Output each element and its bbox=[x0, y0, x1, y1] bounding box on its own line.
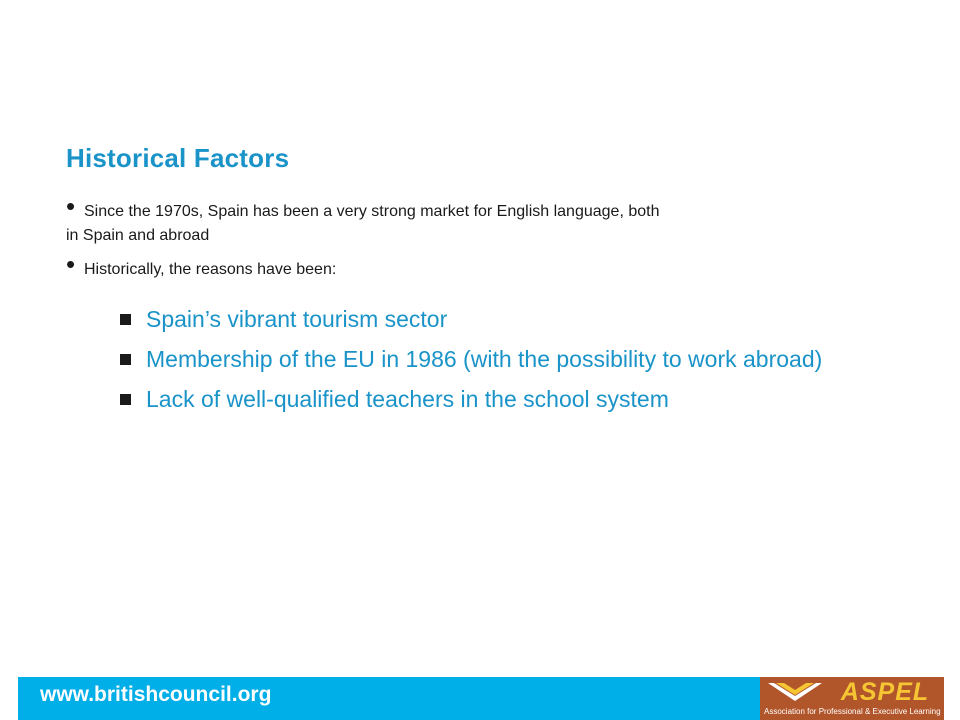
bullet-paragraph bbox=[66, 249, 866, 287]
bullet-text-continued: in Spain and abroad bbox=[66, 227, 210, 244]
bullet-text: Since the 1970s, Spain has been a very strong market for English language, both bbox=[84, 203, 660, 220]
aspel-chevron-logo-icon bbox=[766, 681, 824, 705]
reasons-list bbox=[118, 303, 838, 423]
logo-tagline: Association for Professional & Executive Learning bbox=[764, 707, 941, 716]
reason-text: Lack of well-qualified teachers in the school system bbox=[146, 386, 669, 412]
bullet-paragraph bbox=[66, 191, 866, 229]
footer-url-link[interactable]: www.britishcouncil.org bbox=[40, 683, 272, 706]
bullet-dot: • bbox=[66, 191, 76, 221]
logo-name: ASPEL bbox=[840, 678, 930, 706]
reason-item bbox=[118, 383, 838, 415]
reason-text: Spain’s vibrant tourism sector bbox=[146, 306, 448, 332]
reason-item bbox=[118, 303, 838, 335]
intro-text bbox=[66, 191, 866, 287]
square-bullet-icon bbox=[120, 394, 131, 405]
square-bullet-icon bbox=[120, 314, 131, 325]
reason-text: Membership of the EU in 1986 (with the possibility to work abroad) bbox=[146, 346, 823, 372]
aspel-logo bbox=[760, 677, 944, 720]
bullet-text: Historically, the reasons have been: bbox=[84, 261, 337, 278]
slide-title: Historical Factors bbox=[66, 143, 290, 173]
square-bullet-icon bbox=[120, 354, 131, 365]
reason-item bbox=[118, 343, 838, 375]
bullet-dot: • bbox=[66, 249, 76, 279]
